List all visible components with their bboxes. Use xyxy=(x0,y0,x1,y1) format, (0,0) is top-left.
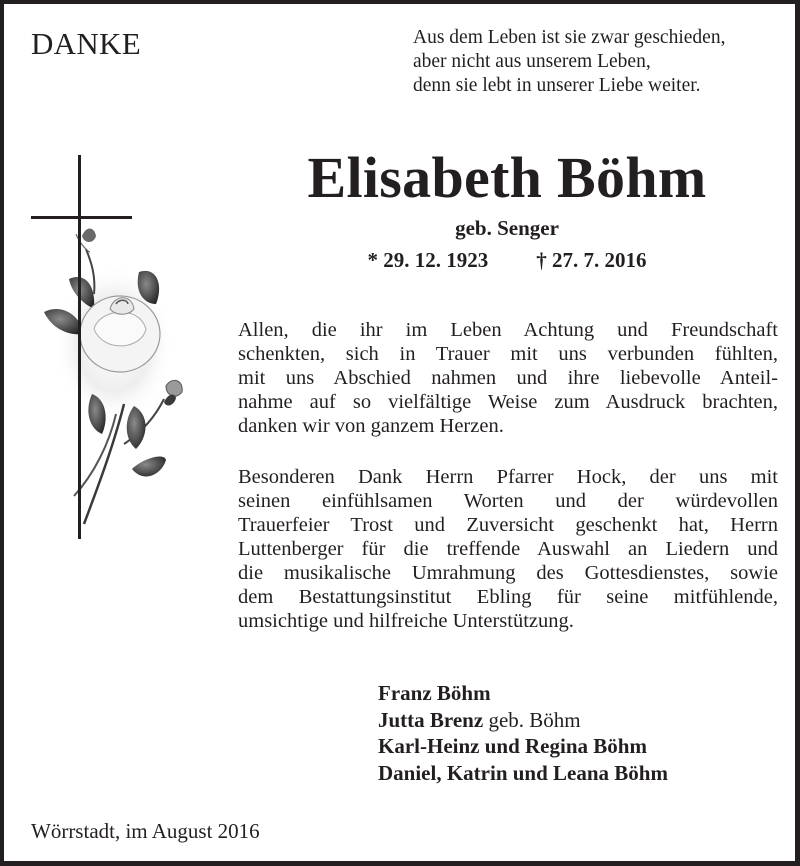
mourner-name: Karl-Heinz und Regina Böhm xyxy=(378,734,647,758)
mourner-entry xyxy=(378,707,668,734)
motto-line: Aus dem Leben ist sie zwar geschieden, xyxy=(413,27,726,48)
mourner-name: Daniel, Katrin und Leana Böhm xyxy=(378,760,668,785)
thanks-paragraph-1 xyxy=(238,318,778,438)
paragraph-line: schenkten, sich in Trauer mit uns verbunden fühlten, xyxy=(238,343,778,365)
death-date: † 27. 7. 2016 xyxy=(536,248,647,272)
paragraph-line: danken wir von ganzem Herzen. xyxy=(238,415,504,437)
mourner-entry xyxy=(378,680,668,707)
mourner-name: Jutta Brenz xyxy=(378,707,484,732)
mourner-suffix: geb. Böhm xyxy=(483,707,581,732)
paragraph-line: Besonderen Dank Herrn Pfarrer Hock, der uns mit xyxy=(238,466,778,488)
paragraph-line: Trauerfeier Trost und Zuversicht geschenkt hat, Herrn xyxy=(238,514,778,536)
cross-with-rose-icon xyxy=(24,144,194,539)
paragraph-line: Allen, die ihr im Leben Achtung und Freundschaft xyxy=(238,319,778,341)
place-and-date: Wörrstadt, im August 2016 xyxy=(31,819,260,843)
life-dates xyxy=(234,247,780,273)
paragraph-line: nahme auf so vielfältige Weise zum Ausdruck brachten, xyxy=(238,391,778,413)
paragraph-line: dem Bestattungsinstitut Ebling für seine mitfühlende, xyxy=(238,586,778,608)
motto-line: denn sie lebt in unserer Liebe weiter. xyxy=(413,75,701,96)
thanks-heading: DANKE xyxy=(31,26,141,61)
paragraph-line: umsichtige und hilfreiche Unterstützung. xyxy=(238,610,574,632)
thanks-paragraph-2 xyxy=(238,465,778,633)
paragraph-line: seinen einfühlsamen Worten und der würdevollen xyxy=(238,490,778,512)
mourner-name: Franz Böhm xyxy=(378,681,491,705)
motto-line: aber nicht aus unserem Leben, xyxy=(413,51,651,72)
paragraph-line: mit uns Abschied nahmen und ihre liebevolle Anteil- xyxy=(238,367,778,389)
mourner-entry xyxy=(378,733,668,760)
mourner-entry xyxy=(378,760,668,787)
maiden-name: geb. Senger xyxy=(455,216,559,240)
mourners-list xyxy=(378,680,668,786)
memorial-motto xyxy=(413,26,725,98)
deceased-name: Elisabeth Böhm xyxy=(307,145,707,210)
paragraph-line: die musikalische Umrahmung des Gottesdienstes, sowie xyxy=(238,562,778,584)
paragraph-line: Luttenberger für die treffende Auswahl an Liedern und xyxy=(238,538,778,560)
birth-date: * 29. 12. 1923 xyxy=(367,248,489,272)
